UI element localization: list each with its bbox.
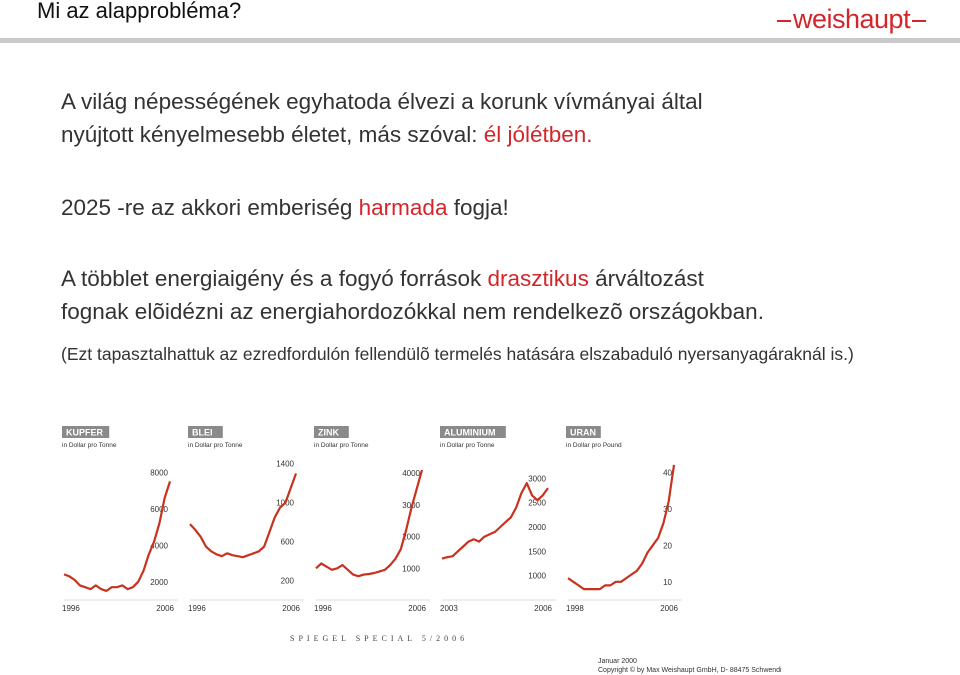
p2-text-b: fogja! [447,195,509,220]
kupfer-y-tick: 6000 [150,504,168,514]
p2-highlight: harmada [358,195,448,220]
kupfer-unit: in Dollar pro Tonne [62,442,117,449]
commodity-price-charts [58,420,688,620]
kupfer-x-tick-end: 2006 [156,604,174,613]
blei-x-tick-start: 1996 [188,604,206,613]
paragraph-1 [61,85,703,151]
uran-unit: in Dollar pro Pound [566,442,622,449]
zink-y-tick: 4000 [402,469,420,479]
aluminium-x-tick-end: 2006 [534,604,552,613]
weishaupt-logo [775,4,928,35]
p1-text: nyújtott kényelmesebb életet, más szóval: [61,122,484,147]
paragraph-3-line-1 [61,262,764,295]
zink-y-tick: 1000 [402,564,420,574]
aluminium-y-tick: 2000 [528,523,546,532]
uran-y-tick: 30 [663,504,672,514]
kupfer-x-tick-start: 1996 [62,604,80,613]
p3-highlight: drasztikus [487,266,589,291]
p2-text-a: 2025 -re az akkori emberiség [61,195,359,220]
zink-y-tick: 2000 [402,532,420,542]
p3-text-b: árváltozást [588,266,704,291]
kupfer-price-line [64,481,170,591]
blei-y-tick: 1400 [276,459,294,469]
blei-x-tick-end: 2006 [282,604,300,613]
zink-unit: in Dollar pro Tonne [314,442,369,449]
page-title: Mi az alapprobléma? [37,0,242,23]
zink-x-tick-start: 1996 [314,604,332,613]
logo-dash-right [912,20,926,22]
aluminium-title: ALUMINIUM [444,427,496,438]
p1-highlight: él jólétben. [483,122,593,147]
paragraph-4: (Ezt tapasztalhattuk az ezredfordulón fellendülõ termelés hatására elszabaduló nyersanyagáraknál is.) [61,344,854,364]
zink-title: ZINK [318,427,339,438]
footer-copyright: Copyright © by Max Weishaupt GmbH, D- 88475 Schwendi [598,667,782,674]
uran-y-tick: 10 [663,577,672,587]
aluminium-y-tick: 1500 [528,547,546,557]
kupfer-y-tick: 2000 [150,577,168,587]
uran-x-tick-end: 2006 [660,604,678,613]
uran-y-tick: 40 [663,468,672,478]
aluminium-x-tick-start: 2003 [440,604,458,613]
kupfer-y-tick: 8000 [150,468,168,478]
blei-y-tick: 200 [280,576,294,586]
uran-price-line [568,465,674,589]
paragraph-3 [61,262,764,328]
aluminium-unit: in Dollar pro Tonne [440,442,495,449]
uran-x-tick-start: 1998 [566,604,584,613]
blei-y-tick: 1000 [276,498,294,508]
aluminium-y-tick: 3000 [528,474,546,484]
uran-title: URAN [570,427,596,438]
blei-unit: in Dollar pro Tonne [188,442,243,449]
zink-price-line [316,470,422,576]
header-rule [0,38,960,43]
zink-y-tick: 3000 [402,500,420,510]
paragraph-1-line-1: A világ népességének egyhatoda élvezi a korunk vívmányai által [61,89,703,114]
kupfer-y-tick: 4000 [150,541,168,551]
kupfer-title: KUPFER [66,427,104,438]
source-credit: SPIEGEL SPECIAL 5/2006 [290,634,469,643]
uran-y-tick: 20 [663,541,672,551]
footer-date: Januar 2000 [598,658,637,665]
blei-y-tick: 600 [280,537,294,547]
aluminium-y-tick: 1000 [528,571,546,581]
logo-text: weishaupt [793,4,911,34]
paragraph-2 [61,191,509,224]
p3-text-a: A többlet energiaigény és a fogyó források [61,266,488,291]
logo-dash-left [777,20,791,22]
blei-title: BLEI [192,427,213,438]
aluminium-y-tick: 2500 [528,498,546,508]
paragraph-1-line-2 [61,118,703,151]
zink-x-tick-end: 2006 [408,604,426,613]
paragraph-3-line-2: fognak elõidézni az energiahordozókkal nem rendelkezõ országokban. [61,299,764,324]
